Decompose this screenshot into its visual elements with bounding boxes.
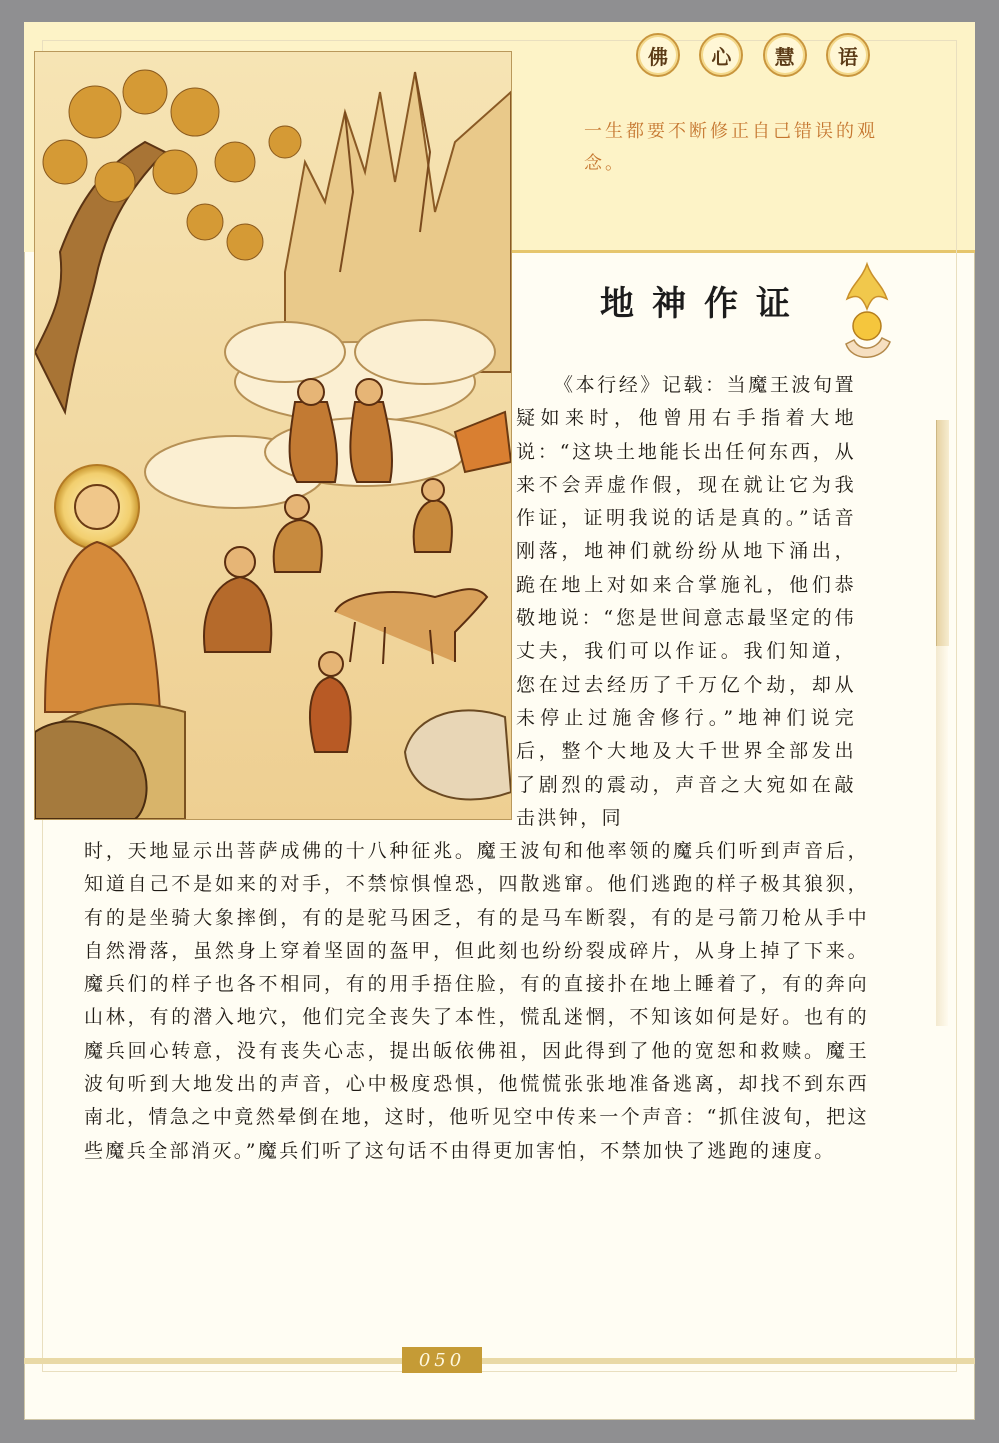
illustration [34,51,512,820]
book-page [24,22,975,1420]
article-title: 地神作证 [600,284,808,324]
page-number: 050 [402,1347,482,1373]
series-char: 慧 [763,33,807,77]
header-quote: 一生都要不断修正自己错误的观念。 [584,121,878,174]
article-body-continued: 时，天地显示出菩萨成佛的十八种征兆。魔王波旬和他率领的魔兵们听到声音后，知道自己不是如来的对手，不禁惊惧惶恐，四散逃窜。他们逃跑的样子极其狼狈，有的是坐骑大象摔倒，有的是驼马困乏，有的是马车断裂，有的是弓箭刀枪从手中自然滑落，虽然身上穿着坚固的盔甲，但此刻也纷纷裂成碎片，从身上掉了下来。魔兵们的样子也各不相同，有的用手捂住脸，有的直接扑在地上睡着了，有的奔向山林，有的潜入地穴，他们完全丧失了本性，慌乱迷惘，不知该如何是好。也有的魔兵回心转意，没有丧失心志，提出皈依佛祖，因此得到了他的宽恕和救赎。魔王波旬听到大地发出的声音，心中极度恐惧，他慌慌张张地准备逃离，却找不到东西南北，情急之中竟然晕倒在地，这时，他听见空中传来一个声音：“抓住波旬，把这些魔兵全部消灭。”魔兵们听了这句话不由得更加害怕，不禁加快了逃跑的速度。 [84,840,869,1162]
series-char: 佛 [636,33,680,77]
series-label [636,32,870,78]
lotus-hand-icon [832,254,902,372]
page-edge-tab [936,420,949,646]
page-edge-shade [936,646,948,1026]
series-char: 语 [826,33,870,77]
article-body-column: 《本行经》记载：当魔王波旬置疑如来时，他曾用右手指着大地说：“这块土地能长出任何东西，从来不会弄虚作假，现在就让它为我作证，证明我说的话是真的。”话音刚落，地神们就纷纷从地下涌出，跪在地上对如来合掌施礼，他们恭敬地说：“您是世间意志最坚定的伟丈夫，我们可以作证。我们知道，您在过去经历了千万亿个劫，却从未停止过施舍修行。”地神们说完后，整个大地及大千世界全部发出了剧烈的震动，声音之大宛如在敲击洪钟，同 [516,374,856,829]
footer-rule [24,1358,975,1364]
series-char: 心 [699,33,743,77]
